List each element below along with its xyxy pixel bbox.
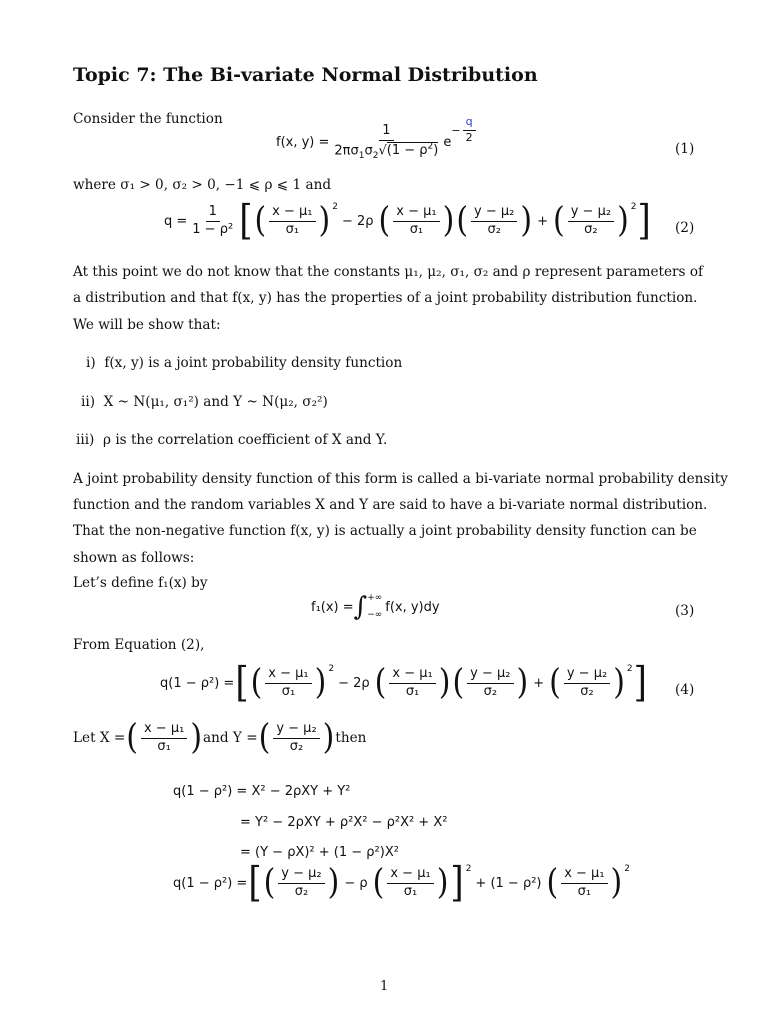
eq4-term3-den: σ₂	[483, 683, 498, 699]
paragraph-1-line-1: At this point we do not know that the constants μ₁, μ₂, σ₁, σ₂ and ρ represent parameters of	[73, 264, 704, 280]
eq3-lhs: f₁(x) =	[311, 599, 354, 615]
page-number: 1	[380, 979, 389, 994]
paragraph-2-line-4: shown as follows:	[73, 550, 195, 566]
let-and-y-text: and Y =	[203, 730, 258, 747]
paragraph-2-line-1: A joint probability density function of this form is called a bi-variate normal probability density	[73, 471, 728, 487]
eq2-term4	[568, 205, 614, 238]
eq2-paren: )	[318, 200, 331, 241]
eq2-term2	[393, 205, 439, 238]
derivation-line-1: q(1 − ρ²) = X² − 2ρXY + Y²	[173, 784, 351, 799]
eq1-e: e	[443, 135, 452, 151]
eq2-term3-num: y − μ₂	[471, 205, 517, 222]
intro-text: Consider the function	[73, 111, 223, 127]
from-equation-text: From Equation (2),	[73, 637, 205, 653]
let-y-fraction	[273, 722, 319, 755]
let-paren: (	[258, 717, 271, 758]
eq1-numerator: 1	[379, 124, 393, 141]
eqlast-paren: (	[372, 862, 385, 903]
eq4-paren: (	[549, 662, 561, 703]
eq4-paren: )	[516, 662, 529, 703]
equation-3-number: (3)	[675, 603, 695, 619]
let-y-den: σ₂	[289, 738, 304, 754]
eq2-term2-den: σ₁	[409, 221, 424, 237]
eq2-term4-den: σ₂	[584, 221, 598, 237]
eqlast-c-num: x − μ₁	[561, 867, 607, 884]
eq1-exp-fraction	[463, 116, 476, 144]
eq2-close-bracket: ]	[637, 197, 651, 245]
list-item	[76, 432, 387, 448]
integral-limits	[367, 590, 382, 624]
eq1-fraction	[331, 124, 441, 161]
eqlast-c-den: σ₁	[577, 883, 592, 899]
paragraph-2-line-2: function and the random variables X and Y are said to have a bi-variate normal distribution.	[73, 497, 708, 513]
eqlast-paren: )	[436, 862, 449, 903]
paragraph-2-line-3: That the non-negative function f(x, y) is actually a joint probability density function can be	[73, 523, 697, 539]
eq2-prefactor	[189, 205, 236, 238]
equation-3	[311, 590, 440, 624]
eqlast-open-bracket: [	[248, 859, 262, 907]
list-item-label: i)	[86, 355, 96, 371]
equation-4-number: (4)	[675, 682, 695, 698]
eq1-exp-num: q	[463, 116, 476, 131]
eqlast-paren: (	[546, 862, 559, 903]
eq4-square: 2	[626, 664, 633, 674]
equation-1	[276, 115, 478, 161]
equation-last	[173, 859, 630, 907]
paragraph-1-line-3: We will be show that:	[73, 317, 221, 333]
list-item-label: iii)	[76, 432, 95, 448]
eq2-term3	[471, 205, 517, 238]
eq4-term3	[467, 667, 513, 700]
eq4-term1	[265, 667, 311, 700]
eq4-paren: )	[438, 662, 451, 703]
eq1-den-a: 2πσ	[334, 143, 359, 159]
let-paren: )	[322, 717, 335, 758]
equation-2	[164, 197, 652, 245]
eq4-term2-den: σ₁	[405, 683, 420, 699]
list-item-text: X ~ N(μ₁, σ₁²) and Y ~ N(μ₂, σ₂²)	[103, 394, 328, 410]
eqlast-paren: )	[610, 862, 623, 903]
eq4-middle: − 2ρ	[338, 675, 370, 691]
derivation-line-3: = (Y − ρX)² + (1 − ρ²)X²	[240, 845, 399, 860]
eq1-den-c: (1 − ρ	[386, 143, 428, 159]
eq1-exponent	[451, 116, 477, 144]
equation-1-number: (1)	[675, 141, 695, 157]
eq2-plus: +	[537, 213, 548, 229]
eq3-integral	[354, 590, 383, 624]
let-x-den: σ₁	[157, 738, 171, 754]
eq4-paren: (	[452, 662, 465, 703]
eq4-plus: +	[533, 675, 545, 691]
eqlast-b-den: σ₁	[403, 883, 418, 899]
eq4-term1-den: σ₁	[281, 683, 296, 699]
eq2-term1	[269, 205, 315, 238]
eq1-den-d: )	[433, 143, 439, 159]
paragraph-1-line-2: a distribution and that f(x, y) has the properties of a joint probability distribution function.	[73, 290, 698, 306]
equation-4	[160, 659, 648, 707]
eq1-exp-minus: −	[451, 124, 461, 138]
eq4-open-bracket: [	[235, 659, 249, 707]
let-paren: )	[190, 717, 203, 758]
list-item	[81, 394, 328, 410]
eqlast-middle: + (1 − ρ²)	[475, 875, 542, 891]
eq2-term4-num: y − μ₂	[568, 205, 614, 222]
eqlast-close-bracket: ]	[450, 859, 464, 907]
eq2-term1-num: x − μ₁	[269, 205, 315, 222]
list-item	[86, 355, 402, 371]
eq2-paren: )	[520, 200, 533, 241]
integral-upper: +∞	[367, 593, 383, 603]
eq2-term3-den: σ₂	[487, 221, 501, 237]
eq2-open-bracket: [	[239, 197, 253, 245]
let-paren: (	[126, 717, 138, 758]
eqlast-term-b	[387, 867, 433, 900]
derivation-line-2: = Y² − 2ρXY + ρ²X² − ρ²X² + X²	[240, 815, 448, 830]
eq2-prefactor-num: 1	[206, 205, 220, 222]
eq4-term2	[389, 667, 435, 700]
eq4-term2-num: x − μ₁	[389, 667, 435, 684]
eq4-paren: )	[314, 662, 327, 703]
integral-sign: ∫	[353, 592, 368, 623]
where-text: where σ₁ > 0, σ₂ > 0, −1 ⩽ ρ ⩽ 1 and	[73, 177, 332, 193]
paragraph-2-line-5: Let’s define f₁(x) by	[73, 575, 208, 591]
eq4-term4-den: σ₂	[580, 683, 594, 699]
list-item-text: ρ is the correlation coefficient of X and Y.	[103, 432, 388, 448]
eq2-square: 2	[630, 202, 637, 212]
eq4-paren: (	[250, 662, 263, 703]
eqlast-square: 2	[624, 864, 630, 874]
eq2-term2-num: x − μ₁	[393, 205, 439, 222]
eq2-prefactor-den: 1 − ρ²	[192, 221, 234, 237]
eqlast-rho: − ρ	[344, 875, 368, 891]
eq2-middle: − 2ρ	[341, 213, 374, 229]
eqlast-lhs: q(1 − ρ²) =	[173, 875, 248, 891]
eq2-paren: (	[378, 200, 391, 241]
eq1-denominator: $2\pi\sigma_1\sigma_2√(1 - \rho^2)$	[334, 141, 439, 161]
list-item-label: ii)	[81, 394, 95, 410]
eqlast-b-num: x − μ₁	[387, 867, 433, 884]
eq1-exp-den: 2	[465, 131, 473, 145]
eqlast-square: 2	[465, 864, 472, 874]
eq2-paren: (	[456, 200, 469, 241]
eq2-lhs: q =	[164, 213, 188, 229]
eq4-term4-num: y − μ₂	[564, 667, 610, 684]
eq3-body: f(x, y)dy	[385, 599, 440, 615]
eqlast-paren: (	[263, 862, 276, 903]
eq2-paren: )	[442, 200, 455, 241]
eq4-lhs: q(1 − ρ²) =	[160, 675, 235, 691]
eq2-square: 2	[332, 202, 338, 212]
eq4-square: 2	[328, 664, 335, 674]
eqlast-term-a	[278, 867, 324, 900]
eq1-lhs: f(x, y) =	[276, 135, 330, 151]
eq4-term3-num: y − μ₂	[467, 667, 513, 684]
let-x-num: x − μ₁	[141, 722, 187, 739]
integral-lower: −∞	[367, 610, 383, 621]
eq4-close-bracket: ]	[633, 659, 647, 707]
eqlast-a-num: y − μ₂	[278, 867, 324, 884]
let-definition	[73, 717, 367, 758]
let-y-num: y − μ₂	[273, 722, 319, 739]
eq1-den-b: σ	[364, 143, 373, 159]
let-x-text: Let X =	[73, 730, 126, 747]
eq2-paren: (	[553, 200, 565, 241]
eq4-term4	[564, 667, 610, 700]
eqlast-paren: )	[327, 862, 340, 903]
let-then-text: then	[335, 730, 367, 747]
eq2-paren: (	[254, 200, 267, 241]
eq2-paren: )	[617, 200, 629, 241]
page-title: Topic 7: The Bi-variate Normal Distribution	[73, 64, 538, 86]
eq4-term1-num: x − μ₁	[265, 667, 311, 684]
list-item-text: f(x, y) is a joint probability density function	[104, 355, 403, 371]
equation-2-number: (2)	[675, 220, 695, 236]
eq2-term1-den: σ₁	[285, 221, 300, 237]
let-x-fraction	[141, 722, 187, 755]
eq4-paren: (	[374, 662, 387, 703]
eq4-paren: )	[613, 662, 625, 703]
eqlast-term-c	[561, 867, 607, 900]
eqlast-a-den: σ₂	[294, 883, 309, 899]
